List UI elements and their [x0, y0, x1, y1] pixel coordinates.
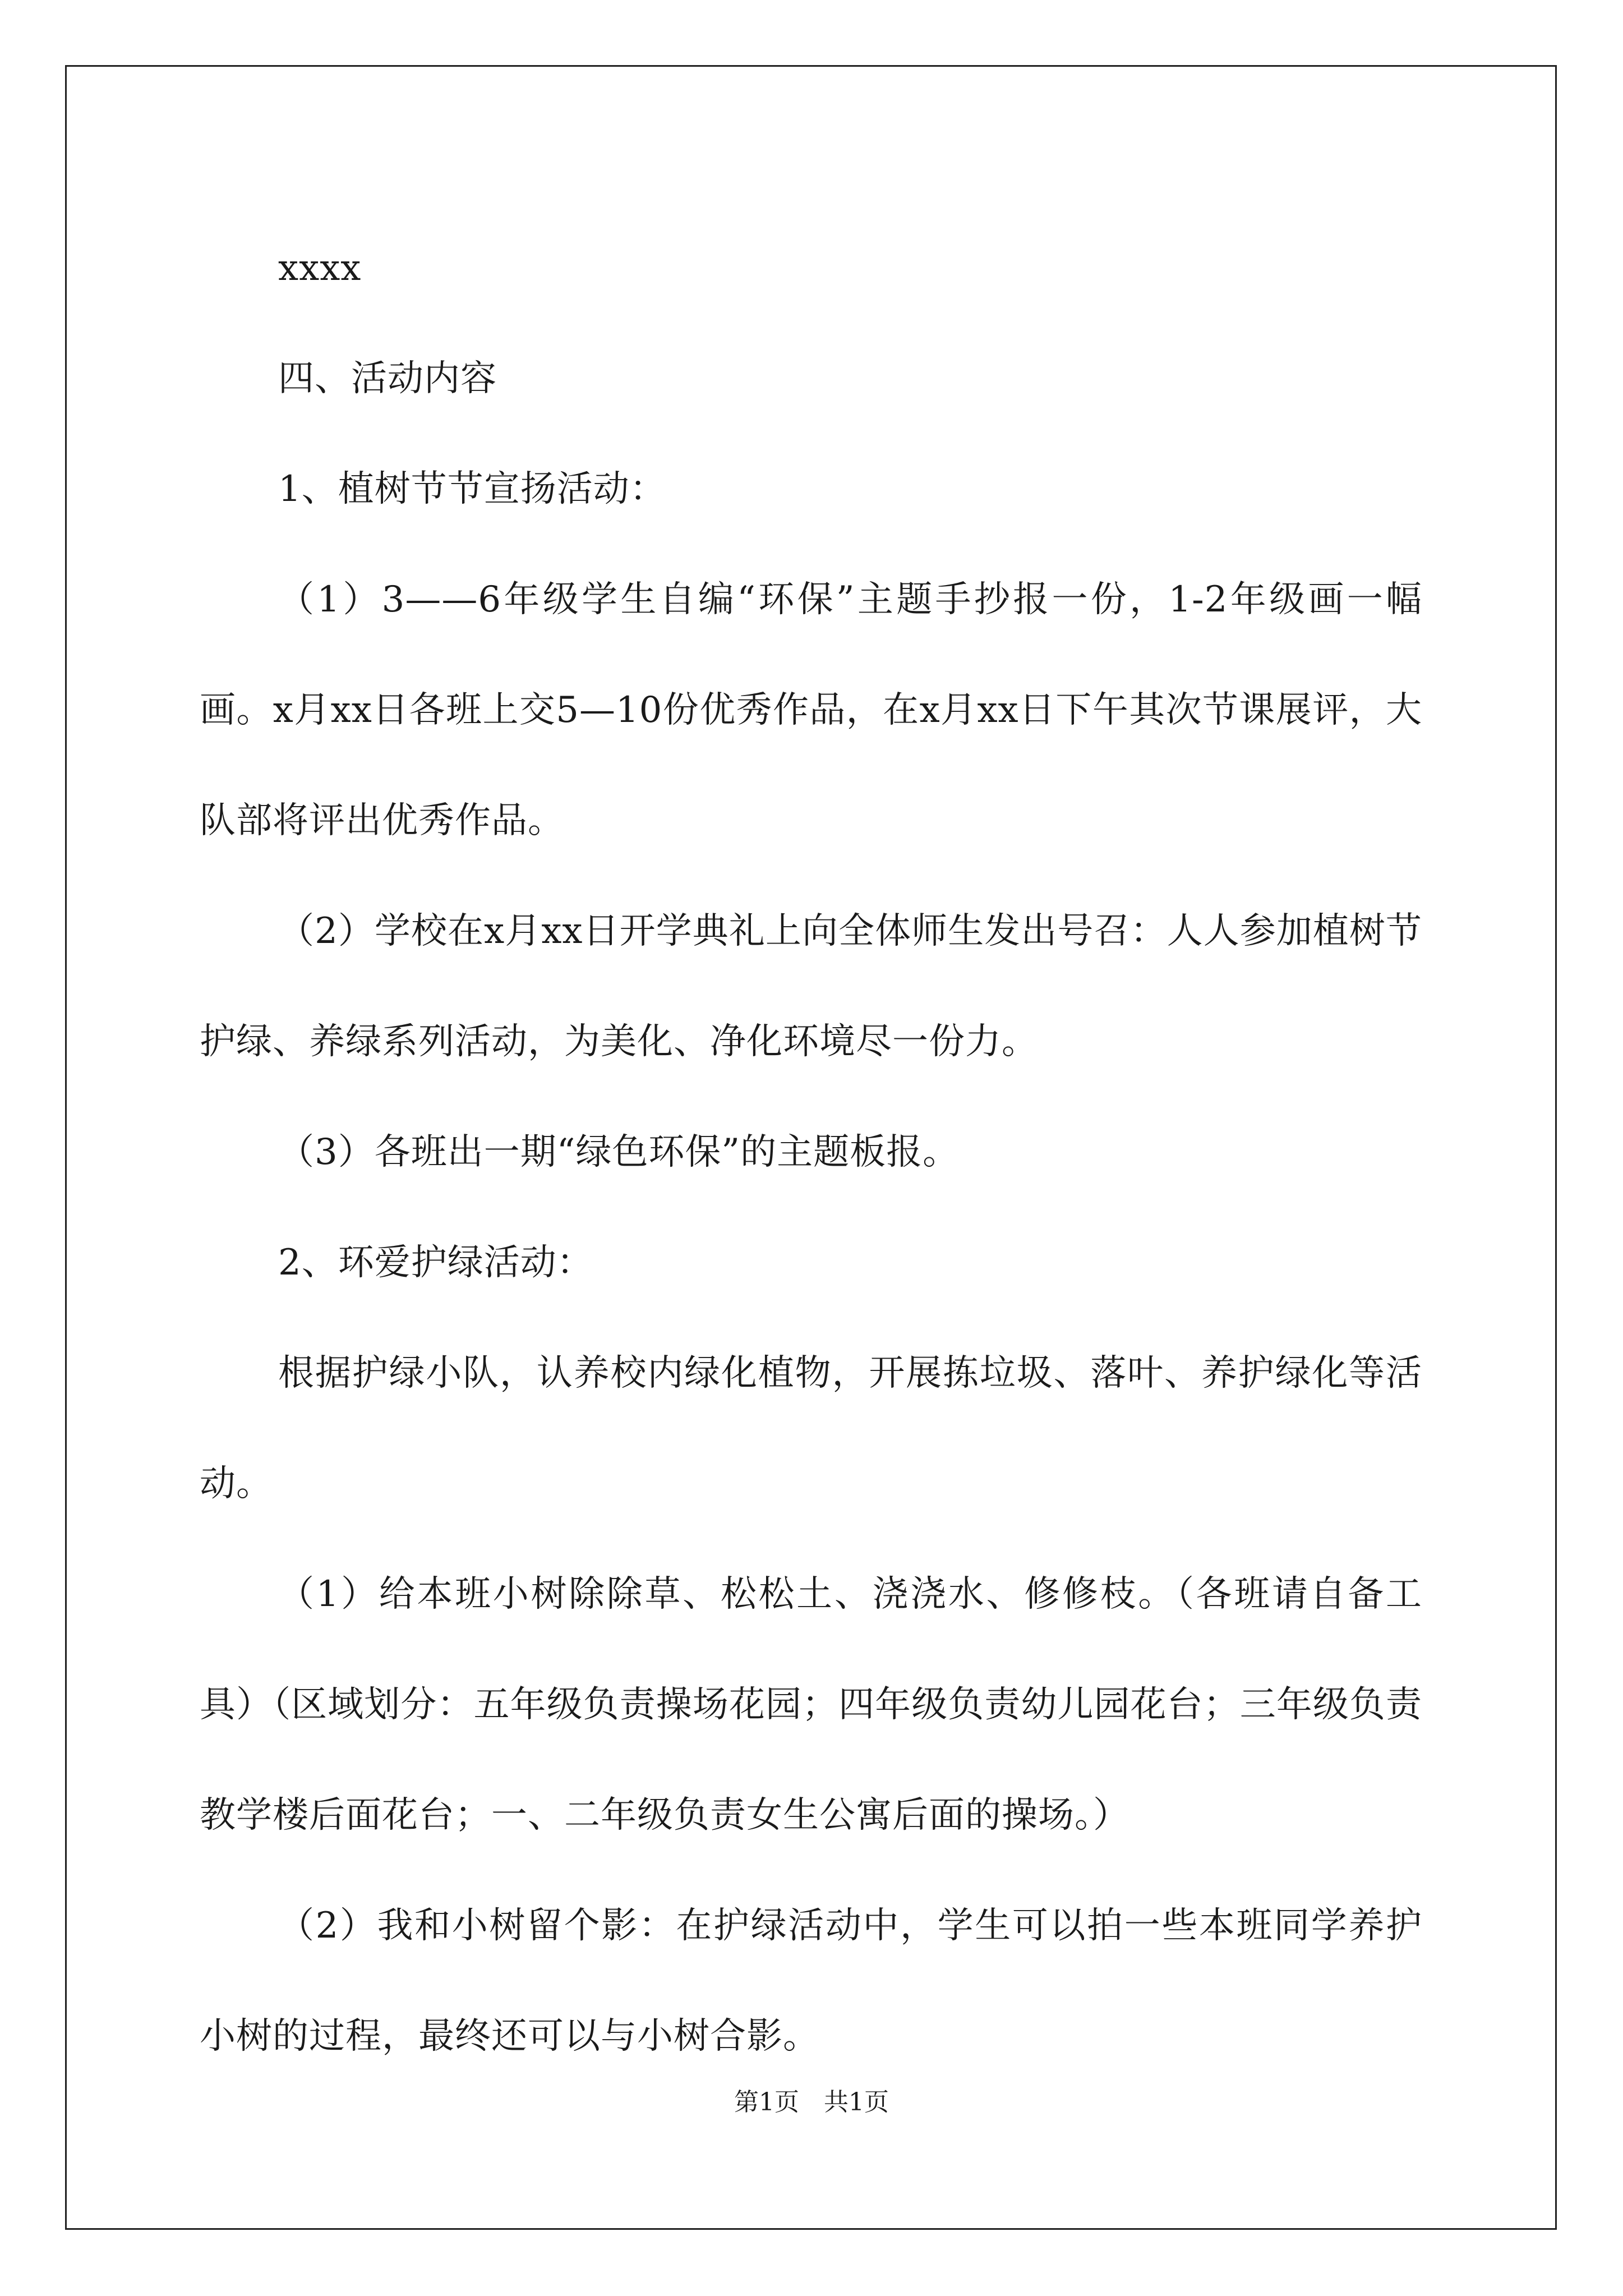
- paragraph: 根据护绿小队，认养校内绿化植物，开展拣垃圾、落叶、养护绿化等活动。: [200, 1352, 1422, 1504]
- document-body: [200, 213, 1422, 2092]
- subsection-heading: 2、环爱护绿活动：: [278, 1242, 593, 1283]
- paragraph: （1）给本班小树除除草、松松土、浇浇水、修修枝。（各班请自备工具）（区域划分：五年级负责操场花园；四年级负责幼儿园花台；三年级负责教学楼后面花台；一、二年级负责女生公寓后面的操场。）: [200, 1573, 1422, 1836]
- paragraph: （2）我和小树留个影：在护绿活动中，学生可以拍一些本班同学养护小树的过程，最终还可以与小树合影。: [200, 1905, 1422, 2057]
- section-heading: 四、活动内容: [278, 358, 497, 399]
- paragraph: xxxx: [278, 247, 362, 289]
- subsection-heading: 1、植树节节宣扬活动：: [278, 468, 666, 510]
- paragraph: （3）各班出一期“绿色环保”的主题板报。: [278, 1131, 960, 1173]
- paragraph: （2）学校在x月xx日开学典礼上向全体师生发出号召：人人参加植树节护绿、养绿系列活动，为美化、净化环境尽一份力。: [200, 910, 1422, 1062]
- paragraph: （1）3——6年级学生自编“环保”主题手抄报一份，1-2年级画一幅画。x月xx日各班上交5—10份优秀作品，在x月xx日下午其次节课展评，大队部将评出优秀作品。: [200, 579, 1422, 841]
- page-footer: 第1页 共1页: [734, 2088, 889, 2116]
